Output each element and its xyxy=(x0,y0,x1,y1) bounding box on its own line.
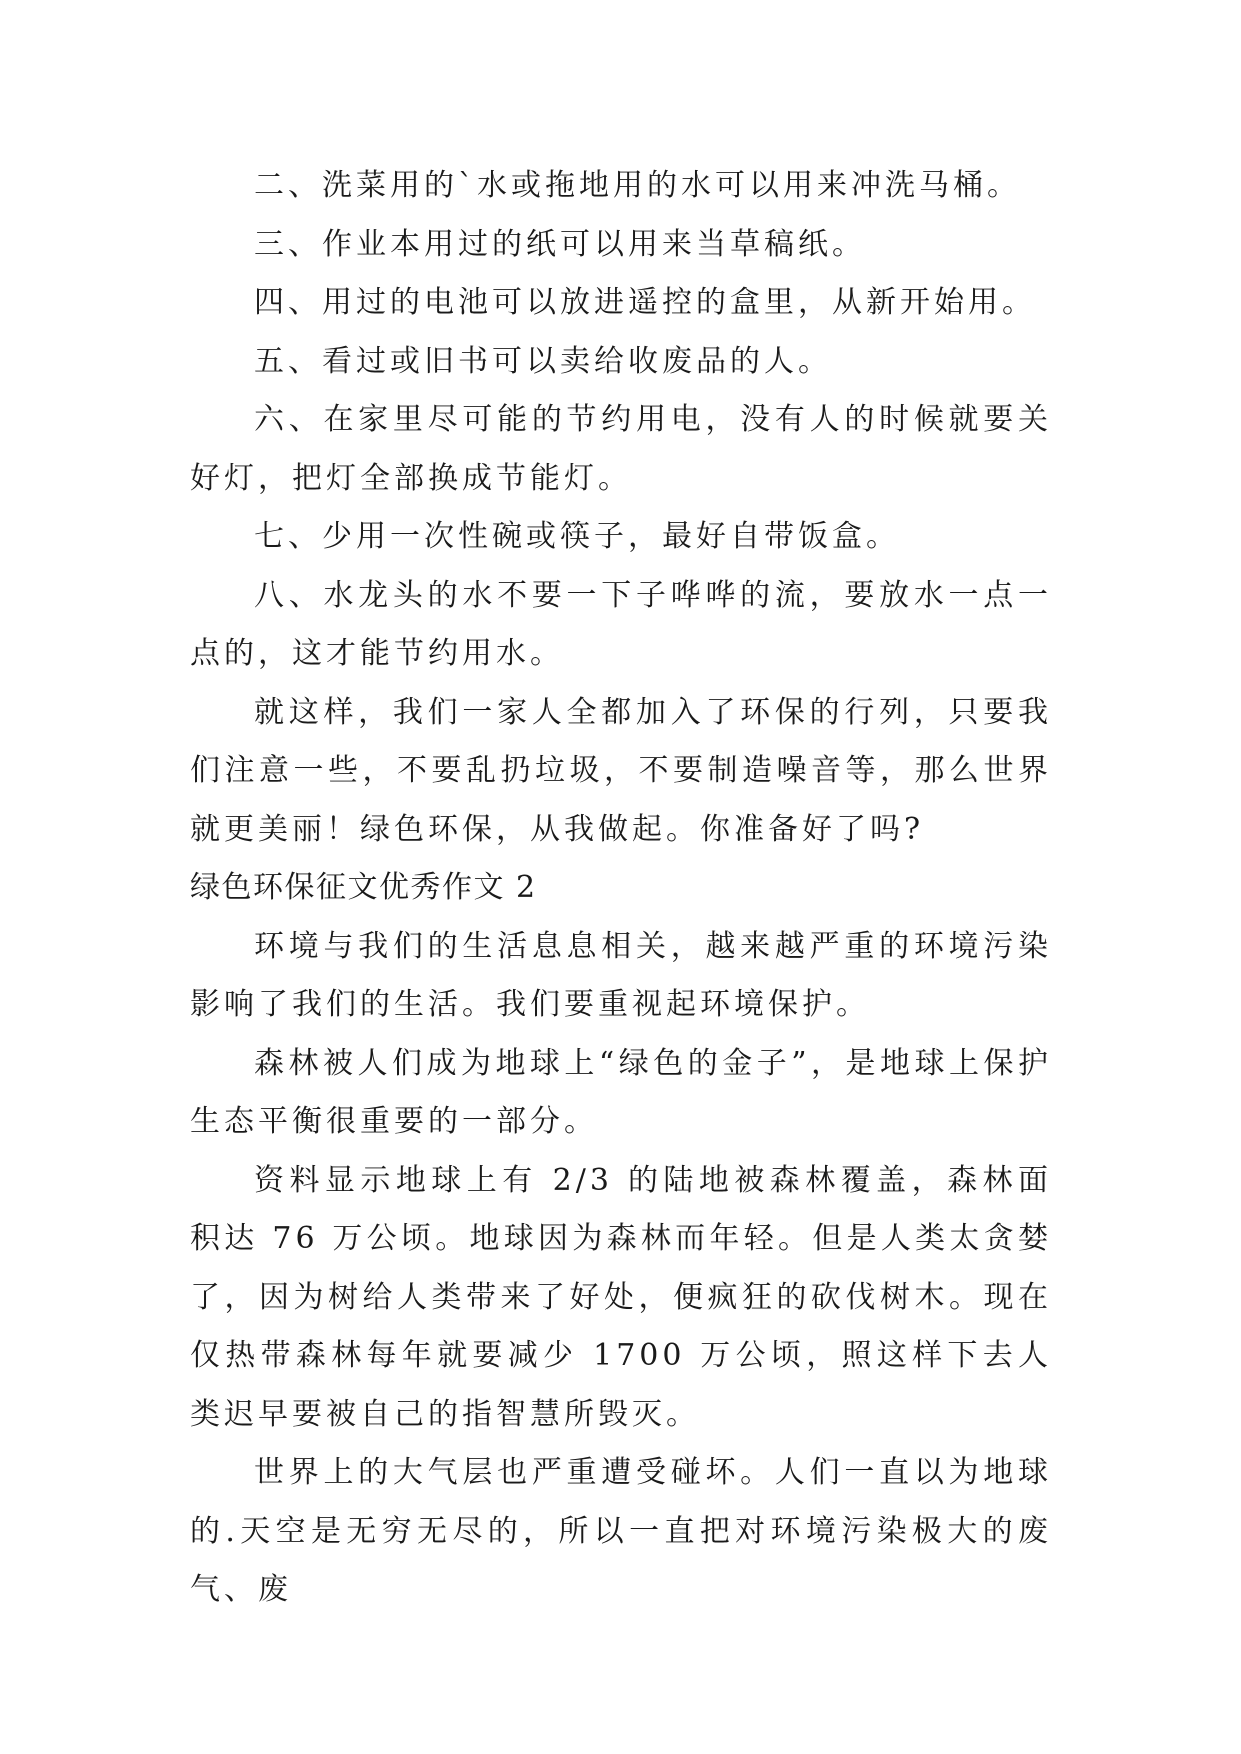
paragraph-forest: 森林被人们成为地球上“绿色的金子”，是地球上保护生态平衡很重要的一部分。 xyxy=(190,1045,1052,1139)
paragraph-item-7: 七、少用一次性碗或筷子，最好自带饭盒。 xyxy=(254,519,900,554)
paragraph-item-4: 四、用过的电池可以放进遥控的盒里，从新开始用。 xyxy=(254,285,1036,320)
document-body xyxy=(190,157,1052,1620)
paragraph-item-2: 二、洗菜用的`水或拖地用的水可以用来冲洗马桶。 xyxy=(254,168,1021,203)
paragraph-conclusion: 就这样，我们一家人全都加入了环保的行列，只要我们注意一些，不要乱扔垃圾，不要制造噪音等，那么世界就更美丽！绿色环保，从我做起。你准备好了吗? xyxy=(190,694,1052,847)
section-title: 绿色环保征文优秀作文 2 xyxy=(190,870,537,905)
paragraph-environment-intro: 环境与我们的生活息息相关，越来越严重的环境污染影响了我们的生活。我们要重视起环境保护。 xyxy=(190,928,1052,1022)
paragraph-item-6: 六、在家里尽可能的节约用电，没有人的时候就要关好灯，把灯全部换成节能灯。 xyxy=(190,402,1052,496)
paragraph-forest-data: 资料显示地球上有 2/3 的陆地被森林覆盖，森林面积达 76 万公顷。地球因为森林而年轻。但是人类太贪婪了，因为树给人类带来了好处，便疯狂的砍伐树木。现在仅热带森林每年就要减少 1700 万公顷，照这样下去人类迟早要被自己的指智慧所毁灭。 xyxy=(190,1162,1052,1432)
paragraph-item-8: 八、水龙头的水不要一下子哗哗的流，要放水一点一点的，这才能节约用水。 xyxy=(190,577,1052,671)
paragraph-item-3: 三、作业本用过的纸可以用来当草稿纸。 xyxy=(254,226,866,262)
paragraph-atmosphere: 世界上的大气层也严重遭受碰坏。人们一直以为地球的.天空是无穷无尽的，所以一直把对环境污染极大的废气、废 xyxy=(190,1455,1052,1607)
paragraph-item-5: 五、看过或旧书可以卖给收废品的人。 xyxy=(254,343,832,379)
